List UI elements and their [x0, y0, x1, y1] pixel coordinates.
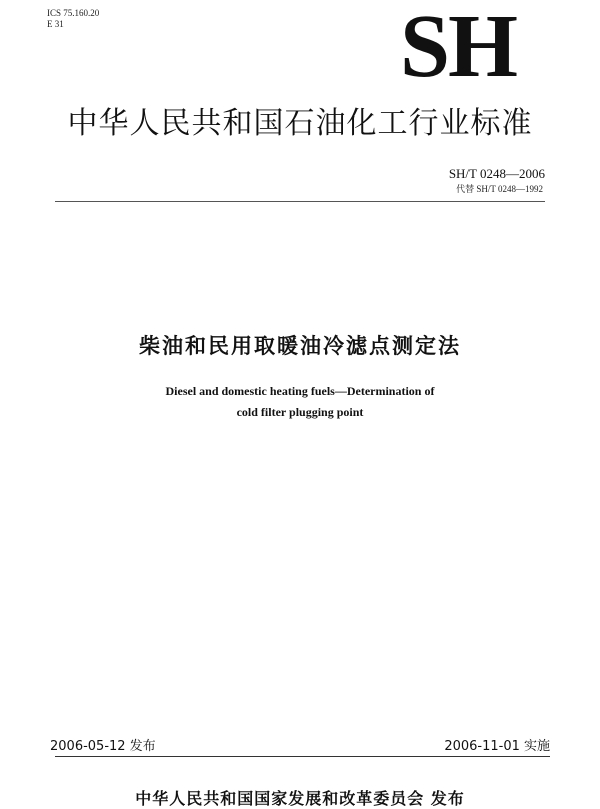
classification-codes — [47, 8, 99, 30]
document-title-english — [0, 381, 600, 423]
sh-logo: SH — [400, 0, 517, 96]
issue-date: 2006-05-12 发布 — [50, 739, 156, 754]
ccs-code: E 31 — [47, 19, 64, 29]
issuing-authority: 中华人民共和国国家发展和改革委员会 发布 — [135, 789, 465, 808]
english-title-line-2: cold filter plugging point — [236, 405, 364, 419]
document-title-chinese: 柴油和民用取暖油冷滤点测定法 — [139, 334, 461, 358]
footer-divider — [55, 756, 550, 757]
english-title-line-1: Diesel and domestic heating fuels—Determination of — [165, 384, 435, 398]
header-divider — [55, 201, 545, 202]
ics-code: ICS 75.160.20 — [47, 8, 100, 18]
standard-number: SH/T 0248—2006 — [448, 166, 545, 181]
replaces-standard: 代替 SH/T 0248—1992 — [456, 184, 543, 194]
industry-standard-title: 中华人民共和国石油化工行业标准 — [67, 106, 533, 141]
implementation-date: 2006-11-01 实施 — [444, 739, 550, 754]
